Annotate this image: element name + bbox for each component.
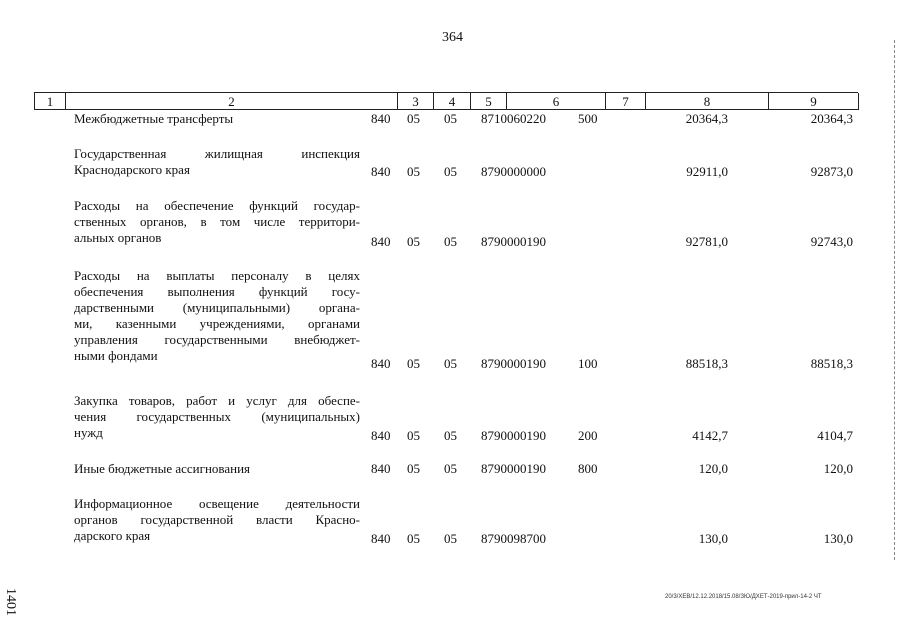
cell-admin-code: 840 bbox=[371, 234, 391, 249]
description-line: ными фондами bbox=[74, 348, 158, 363]
cell-target-code: 8790000190 bbox=[481, 428, 546, 443]
cell-target-code: 8790000190 bbox=[481, 356, 546, 371]
cell-amount-1: 120,0 bbox=[698, 461, 728, 476]
description-line: управления государственными внебюджет- bbox=[74, 332, 360, 347]
description-line: нужд bbox=[74, 425, 103, 440]
page-edge-line bbox=[893, 40, 895, 560]
description-line: дарского края bbox=[74, 528, 151, 543]
description-line: Краснодарского края bbox=[74, 162, 190, 177]
cell-subsection: 05 bbox=[444, 356, 457, 371]
cell-amount-1: 4142,7 bbox=[692, 428, 728, 443]
cell-amount-2: 92743,0 bbox=[810, 234, 853, 249]
cell-amount-2: 88518,3 bbox=[810, 356, 853, 371]
cell-section: 05 bbox=[407, 234, 420, 249]
cell-amount-2: 92873,0 bbox=[810, 164, 853, 179]
cell-subsection: 05 bbox=[444, 111, 457, 126]
header-col-9: 9 bbox=[769, 93, 859, 110]
cell-admin-code: 840 bbox=[371, 356, 391, 371]
description-line: Государственная жилищная инспекция bbox=[74, 146, 360, 161]
cell-amount-1: 20364,3 bbox=[685, 111, 728, 126]
cell-subsection: 05 bbox=[444, 234, 457, 249]
cell-subsection: 05 bbox=[444, 531, 457, 546]
description-line: органов государственной власти Красно- bbox=[74, 512, 360, 527]
cell-section: 05 bbox=[407, 356, 420, 371]
header-col-5: 5 bbox=[471, 93, 507, 110]
cell-amount-1: 88518,3 bbox=[685, 356, 728, 371]
cell-subsection: 05 bbox=[444, 164, 457, 179]
cell-section: 05 bbox=[407, 531, 420, 546]
cell-target-code: 8710060220 bbox=[481, 111, 546, 126]
cell-expense-type: 800 bbox=[578, 461, 598, 476]
description-line: чения государственных (муниципальных) bbox=[74, 409, 360, 424]
row-description bbox=[74, 461, 360, 477]
side-page-number: 1401 bbox=[3, 588, 18, 616]
cell-admin-code: 840 bbox=[371, 531, 391, 546]
cell-amount-1: 92911,0 bbox=[686, 164, 728, 179]
header-col-2: 2 bbox=[66, 93, 398, 110]
cell-target-code: 8790000190 bbox=[481, 461, 546, 476]
cell-subsection: 05 bbox=[444, 461, 457, 476]
header-col-3: 3 bbox=[398, 93, 434, 110]
row-description bbox=[74, 496, 360, 544]
row-description bbox=[74, 393, 360, 441]
header-col-6: 6 bbox=[507, 93, 606, 110]
header-col-7: 7 bbox=[606, 93, 646, 110]
cell-section: 05 bbox=[407, 111, 420, 126]
cell-expense-type: 100 bbox=[578, 356, 598, 371]
cell-target-code: 8790000190 bbox=[481, 234, 546, 249]
header-col-4: 4 bbox=[434, 93, 471, 110]
cell-section: 05 bbox=[407, 428, 420, 443]
description-line: дарственными (муниципальными) органа- bbox=[74, 300, 360, 315]
description-line: Расходы на обеспечение функций государ- bbox=[74, 198, 360, 213]
table-header bbox=[34, 92, 858, 110]
row-description bbox=[74, 268, 360, 364]
footer-document-code: 20/3/ХЕВ/12.12.2018/15.08/ЗЮ/ДХЕТ-2019-прил-14-2 ЧТ bbox=[665, 594, 822, 600]
cell-amount-1: 130,0 bbox=[698, 531, 728, 546]
description-line: обеспечения выполнения функций госу- bbox=[74, 284, 360, 299]
cell-amount-1: 92781,0 bbox=[685, 234, 728, 249]
description-line: Расходы на выплаты персоналу в целях bbox=[74, 268, 360, 283]
cell-amount-2: 130,0 bbox=[823, 531, 853, 546]
description-line: Закупка товаров, работ и услуг для обеспе- bbox=[74, 393, 360, 408]
cell-amount-2: 120,0 bbox=[823, 461, 853, 476]
cell-subsection: 05 bbox=[444, 428, 457, 443]
cell-section: 05 bbox=[407, 164, 420, 179]
cell-admin-code: 840 bbox=[371, 111, 391, 126]
page-number: 364 bbox=[442, 30, 463, 45]
cell-expense-type: 200 bbox=[578, 428, 598, 443]
cell-expense-type: 500 bbox=[578, 111, 598, 126]
description-line: ственных органов, в том числе территори- bbox=[74, 214, 360, 229]
description-line: Межбюджетные трансферты bbox=[74, 111, 234, 126]
description-line: Иные бюджетные ассигнования bbox=[74, 461, 251, 476]
description-line: Информационное освещение деятельности bbox=[74, 496, 360, 511]
cell-admin-code: 840 bbox=[371, 461, 391, 476]
cell-amount-2: 4104,7 bbox=[817, 428, 853, 443]
cell-section: 05 bbox=[407, 461, 420, 476]
cell-target-code: 8790098700 bbox=[481, 531, 546, 546]
cell-admin-code: 840 bbox=[371, 428, 391, 443]
description-line: ми, казенными учреждениями, органами bbox=[74, 316, 360, 331]
header-col-8: 8 bbox=[646, 93, 769, 110]
row-description bbox=[74, 146, 360, 178]
cell-admin-code: 840 bbox=[371, 164, 391, 179]
cell-target-code: 8790000000 bbox=[481, 164, 546, 179]
description-line: альных органов bbox=[74, 230, 162, 245]
row-description bbox=[74, 198, 360, 246]
cell-amount-2: 20364,3 bbox=[810, 111, 853, 126]
row-description bbox=[74, 111, 360, 127]
header-col-1: 1 bbox=[35, 93, 66, 110]
